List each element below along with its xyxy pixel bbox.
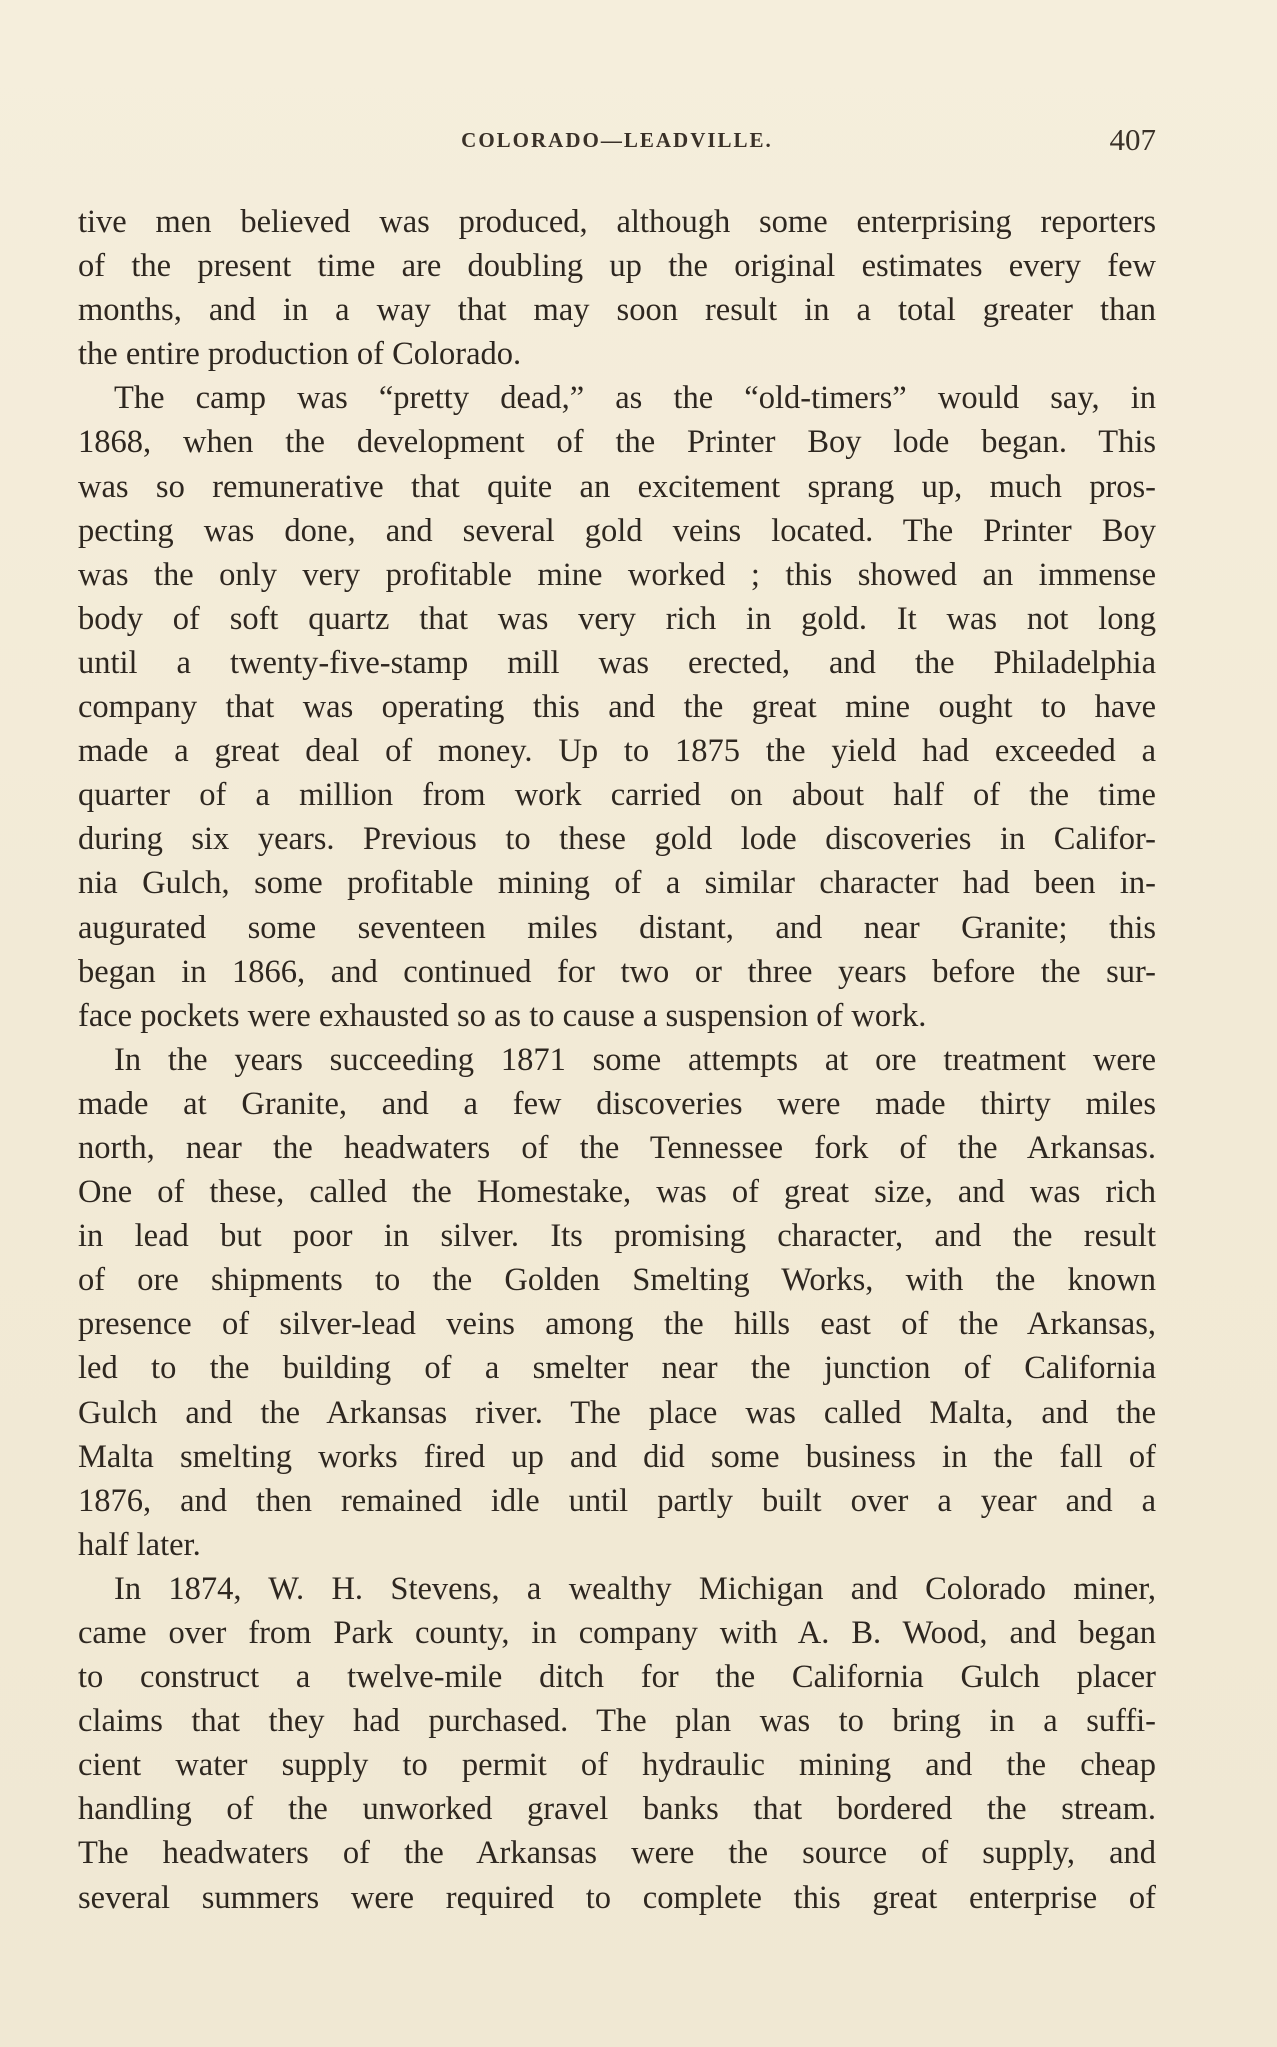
text-line: months, and in a way that may soon result in a total greater than: [78, 292, 1156, 329]
text-line: led to the building of a smelter near the junction of California: [78, 1350, 1156, 1387]
text-line: claims that they had purchased. The plan was to bring in a suffi-: [78, 1703, 1156, 1740]
text-line: began in 1866, and continued for two or three years before the sur-: [78, 953, 1156, 990]
text-line: came over from Park county, in company with A. B. Wood, and began: [78, 1615, 1156, 1651]
text-line: was so remunerative that quite an excitement sprang up, much pros-: [78, 468, 1156, 505]
running-title: COLORADO—LEADVILLE.: [461, 128, 773, 152]
text-line: The camp was “pretty dead,” as the “old-timers” would say, in: [114, 380, 1156, 417]
text-line: One of these, called the Homestake, was of great size, and was rich: [78, 1174, 1156, 1211]
text-line: of the present time are doubling up the original estimates every few: [78, 248, 1156, 285]
text-line: made a great deal of money. Up to 1875 the yield had exceeded a: [78, 733, 1156, 770]
text-line: presence of silver-lead veins among the hills east of the Arkansas,: [78, 1306, 1156, 1343]
text-line: tive men believed was produced, although some enterprising reporters: [78, 204, 1156, 240]
text-line: half later.: [78, 1526, 201, 1563]
text-line: to construct a twelve-mile ditch for the California Gulch placer: [78, 1659, 1156, 1696]
body-text: [78, 200, 1156, 1920]
text-line: north, near the headwaters of the Tennessee fork of the Arkansas.: [78, 1129, 1156, 1166]
text-line: company that was operating this and the great mine ought to have: [78, 689, 1156, 726]
text-line: the entire production of Colorado.: [78, 336, 522, 373]
text-line: augurated some seventeen miles distant, and near Granite; this: [78, 909, 1156, 946]
text-line: In 1874, W. H. Stevens, a wealthy Michigan and Colorado miner,: [114, 1570, 1156, 1607]
text-line: of ore shipments to the Golden Smelting Works, with the known: [78, 1262, 1156, 1299]
text-line: several summers were required to complete this great enterprise of: [78, 1879, 1156, 1916]
text-line: The headwaters of the Arkansas were the source of supply, and: [78, 1835, 1156, 1872]
text-line: Malta smelting works fired up and did some business in the fall of: [78, 1438, 1156, 1475]
text-line: face pockets were exhausted so as to cause a suspension of work.: [78, 997, 927, 1034]
text-line: pecting was done, and several gold veins located. The Printer Boy: [78, 512, 1156, 549]
text-line: in lead but poor in silver. Its promising character, and the result: [78, 1218, 1156, 1255]
page-number: 407: [1109, 122, 1156, 157]
text-line: 1868, when the development of the Printer Boy lode began. This: [78, 424, 1156, 461]
text-line: until a twenty-five-stamp mill was erected, and the Philadelphia: [78, 644, 1156, 681]
text-line: was the only very profitable mine worked ; this showed an immense: [78, 556, 1156, 593]
text-line: Gulch and the Arkansas river. The place was called Malta, and the: [78, 1394, 1156, 1431]
text-line: handling of the unworked gravel banks that bordered the stream.: [78, 1791, 1156, 1828]
text-line: made at Granite, and a few discoveries were made thirty miles: [78, 1085, 1156, 1122]
page-header: [78, 122, 1156, 162]
text-line: body of soft quartz that was very rich in gold. It was not long: [78, 600, 1156, 637]
text-line: during six years. Previous to these gold lode discoveries in Califor-: [78, 821, 1156, 858]
text-line: In the years succeeding 1871 some attempts at ore treatment were: [114, 1041, 1156, 1078]
text-line: quarter of a million from work carried on about half of the time: [78, 777, 1156, 814]
text-line: 1876, and then remained idle until partly built over a year and a: [78, 1482, 1156, 1519]
text-line: nia Gulch, some profitable mining of a similar character had been in-: [78, 865, 1156, 902]
text-line: cient water supply to permit of hydraulic mining and the cheap: [78, 1747, 1156, 1784]
